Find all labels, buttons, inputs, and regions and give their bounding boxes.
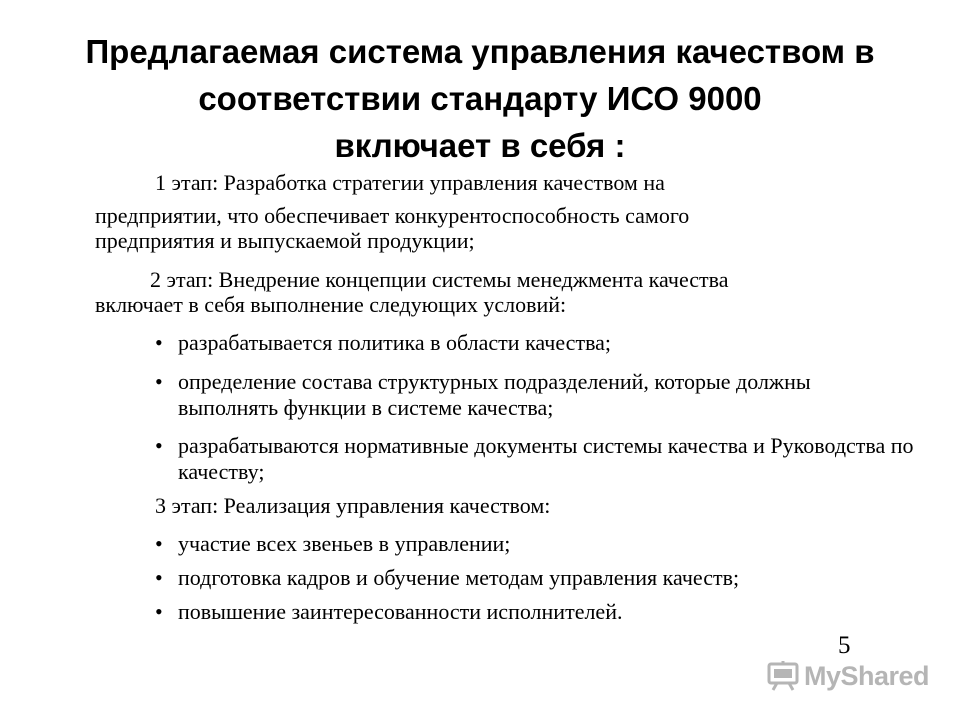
- bullet-icon: •: [155, 369, 163, 394]
- list-item: [155, 369, 915, 421]
- presentation-board-icon: [766, 660, 800, 692]
- bullet-icon: •: [155, 433, 163, 458]
- title-line: Предлагаемая система управления качеством в: [85, 33, 875, 70]
- list-item-text: определение состава структурных подразделений, которые должны выполнять функции в системе качества;: [178, 369, 811, 420]
- watermark-text: MyShared: [804, 660, 930, 691]
- page-number: 5: [838, 632, 851, 659]
- list-item-text: разрабатывается политика в области качества;: [178, 330, 612, 355]
- stage1-line: 1 этап: Разработка стратегии управления качеством на: [155, 170, 665, 195]
- list-item: [155, 330, 915, 356]
- bullet-icon: •: [155, 531, 163, 556]
- watermark[interactable]: [766, 658, 929, 694]
- list-item: [155, 599, 915, 625]
- list-item: [155, 565, 915, 591]
- list-item: [155, 531, 915, 557]
- list-item-text: участие всех звеньев в управлении;: [178, 531, 511, 556]
- bullet-icon: •: [155, 565, 163, 590]
- list-item-text: повышение заинтересованности исполнителей.: [178, 599, 623, 624]
- list-item-text: разрабатываются нормативные документы системы качества и Руководства по качеству;: [178, 433, 914, 484]
- bullet-icon: •: [155, 599, 163, 624]
- bullet-icon: •: [155, 330, 163, 355]
- stage1-line: предприятии, что обеспечивает конкурентоспособность самого: [95, 203, 690, 228]
- list-item-text: подготовка кадров и обучение методам управления качеств;: [178, 565, 740, 590]
- stage1-line: предприятия и выпускаемой продукции;: [95, 228, 475, 253]
- stage3-line: 3 этап: Реализация управления качеством:: [155, 493, 551, 518]
- stage2-line: включает в себя выполнение следующих условий:: [95, 292, 567, 317]
- stage2-line: 2 этап: Внедрение концепции системы менеджмента качества: [150, 267, 729, 292]
- title-line: включает в себя :: [334, 127, 626, 164]
- title-line: соответствии стандарту ИСО 9000: [198, 80, 762, 117]
- list-item: [155, 433, 915, 485]
